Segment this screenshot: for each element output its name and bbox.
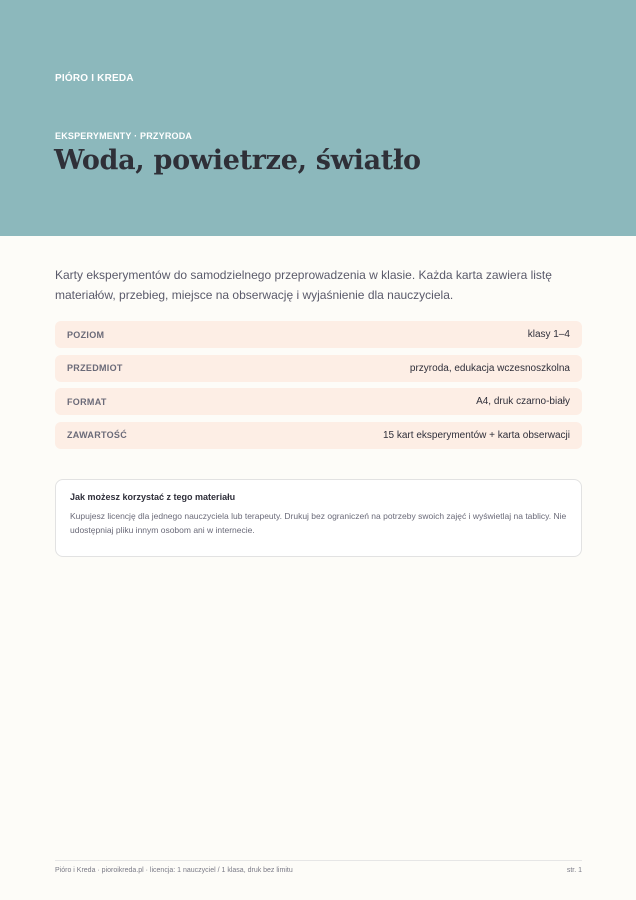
footer-info: Pióro i Kreda · pioroikreda.pl · licencja: 1 nauczyciel / 1 klasa, druk bez limitu: [55, 867, 293, 874]
intro-text: Karty eksperymentów do samodzielnego przeprowadzenia w klasie. Każda karta zawiera listę materiałów, przebieg, miejsce na obserwację i wyjaśnienie dla nauczyciela.: [55, 268, 552, 302]
page-title: Woda, powietrze, światło: [54, 145, 421, 176]
brand-name: PIÓRO I KREDA: [55, 73, 134, 84]
license-info-box: [55, 479, 582, 557]
meta-table: [55, 321, 582, 455]
meta-row-contents: [55, 422, 582, 449]
meta-label: ZAWARTOŚĆ: [67, 430, 128, 440]
meta-row-subject: [55, 355, 582, 382]
meta-label: PRZEDMIOT: [67, 363, 123, 373]
meta-label: POZIOM: [67, 329, 105, 340]
meta-row-level: [55, 321, 582, 348]
header-banner: [0, 0, 636, 236]
meta-value: przyroda, edukacja wczesnoszkolna: [409, 362, 570, 374]
license-text: Kupujesz licencję dla jednego nauczyciela lub terapeuty. Drukuj bez ograniczeń na potrzeby swoich zajęć i wyświetlaj na tablicy. Nie udostępniaj pliku innym osobom ani w internecie.: [70, 511, 567, 535]
meta-value: 15 kart eksperymentów + karta obserwacji: [382, 429, 570, 441]
meta-row-format: [55, 388, 582, 415]
page-footer: [55, 860, 582, 874]
page-number: str. 1: [566, 867, 582, 874]
meta-value: klasy 1–4: [527, 329, 570, 340]
meta-label: FORMAT: [67, 396, 107, 407]
category-label: EKSPERYMENTY · PRZYRODA: [55, 131, 193, 141]
meta-value: A4, druk czarno-biały: [476, 396, 570, 407]
license-title: Jak możesz korzystać z tego materiału: [70, 492, 236, 502]
